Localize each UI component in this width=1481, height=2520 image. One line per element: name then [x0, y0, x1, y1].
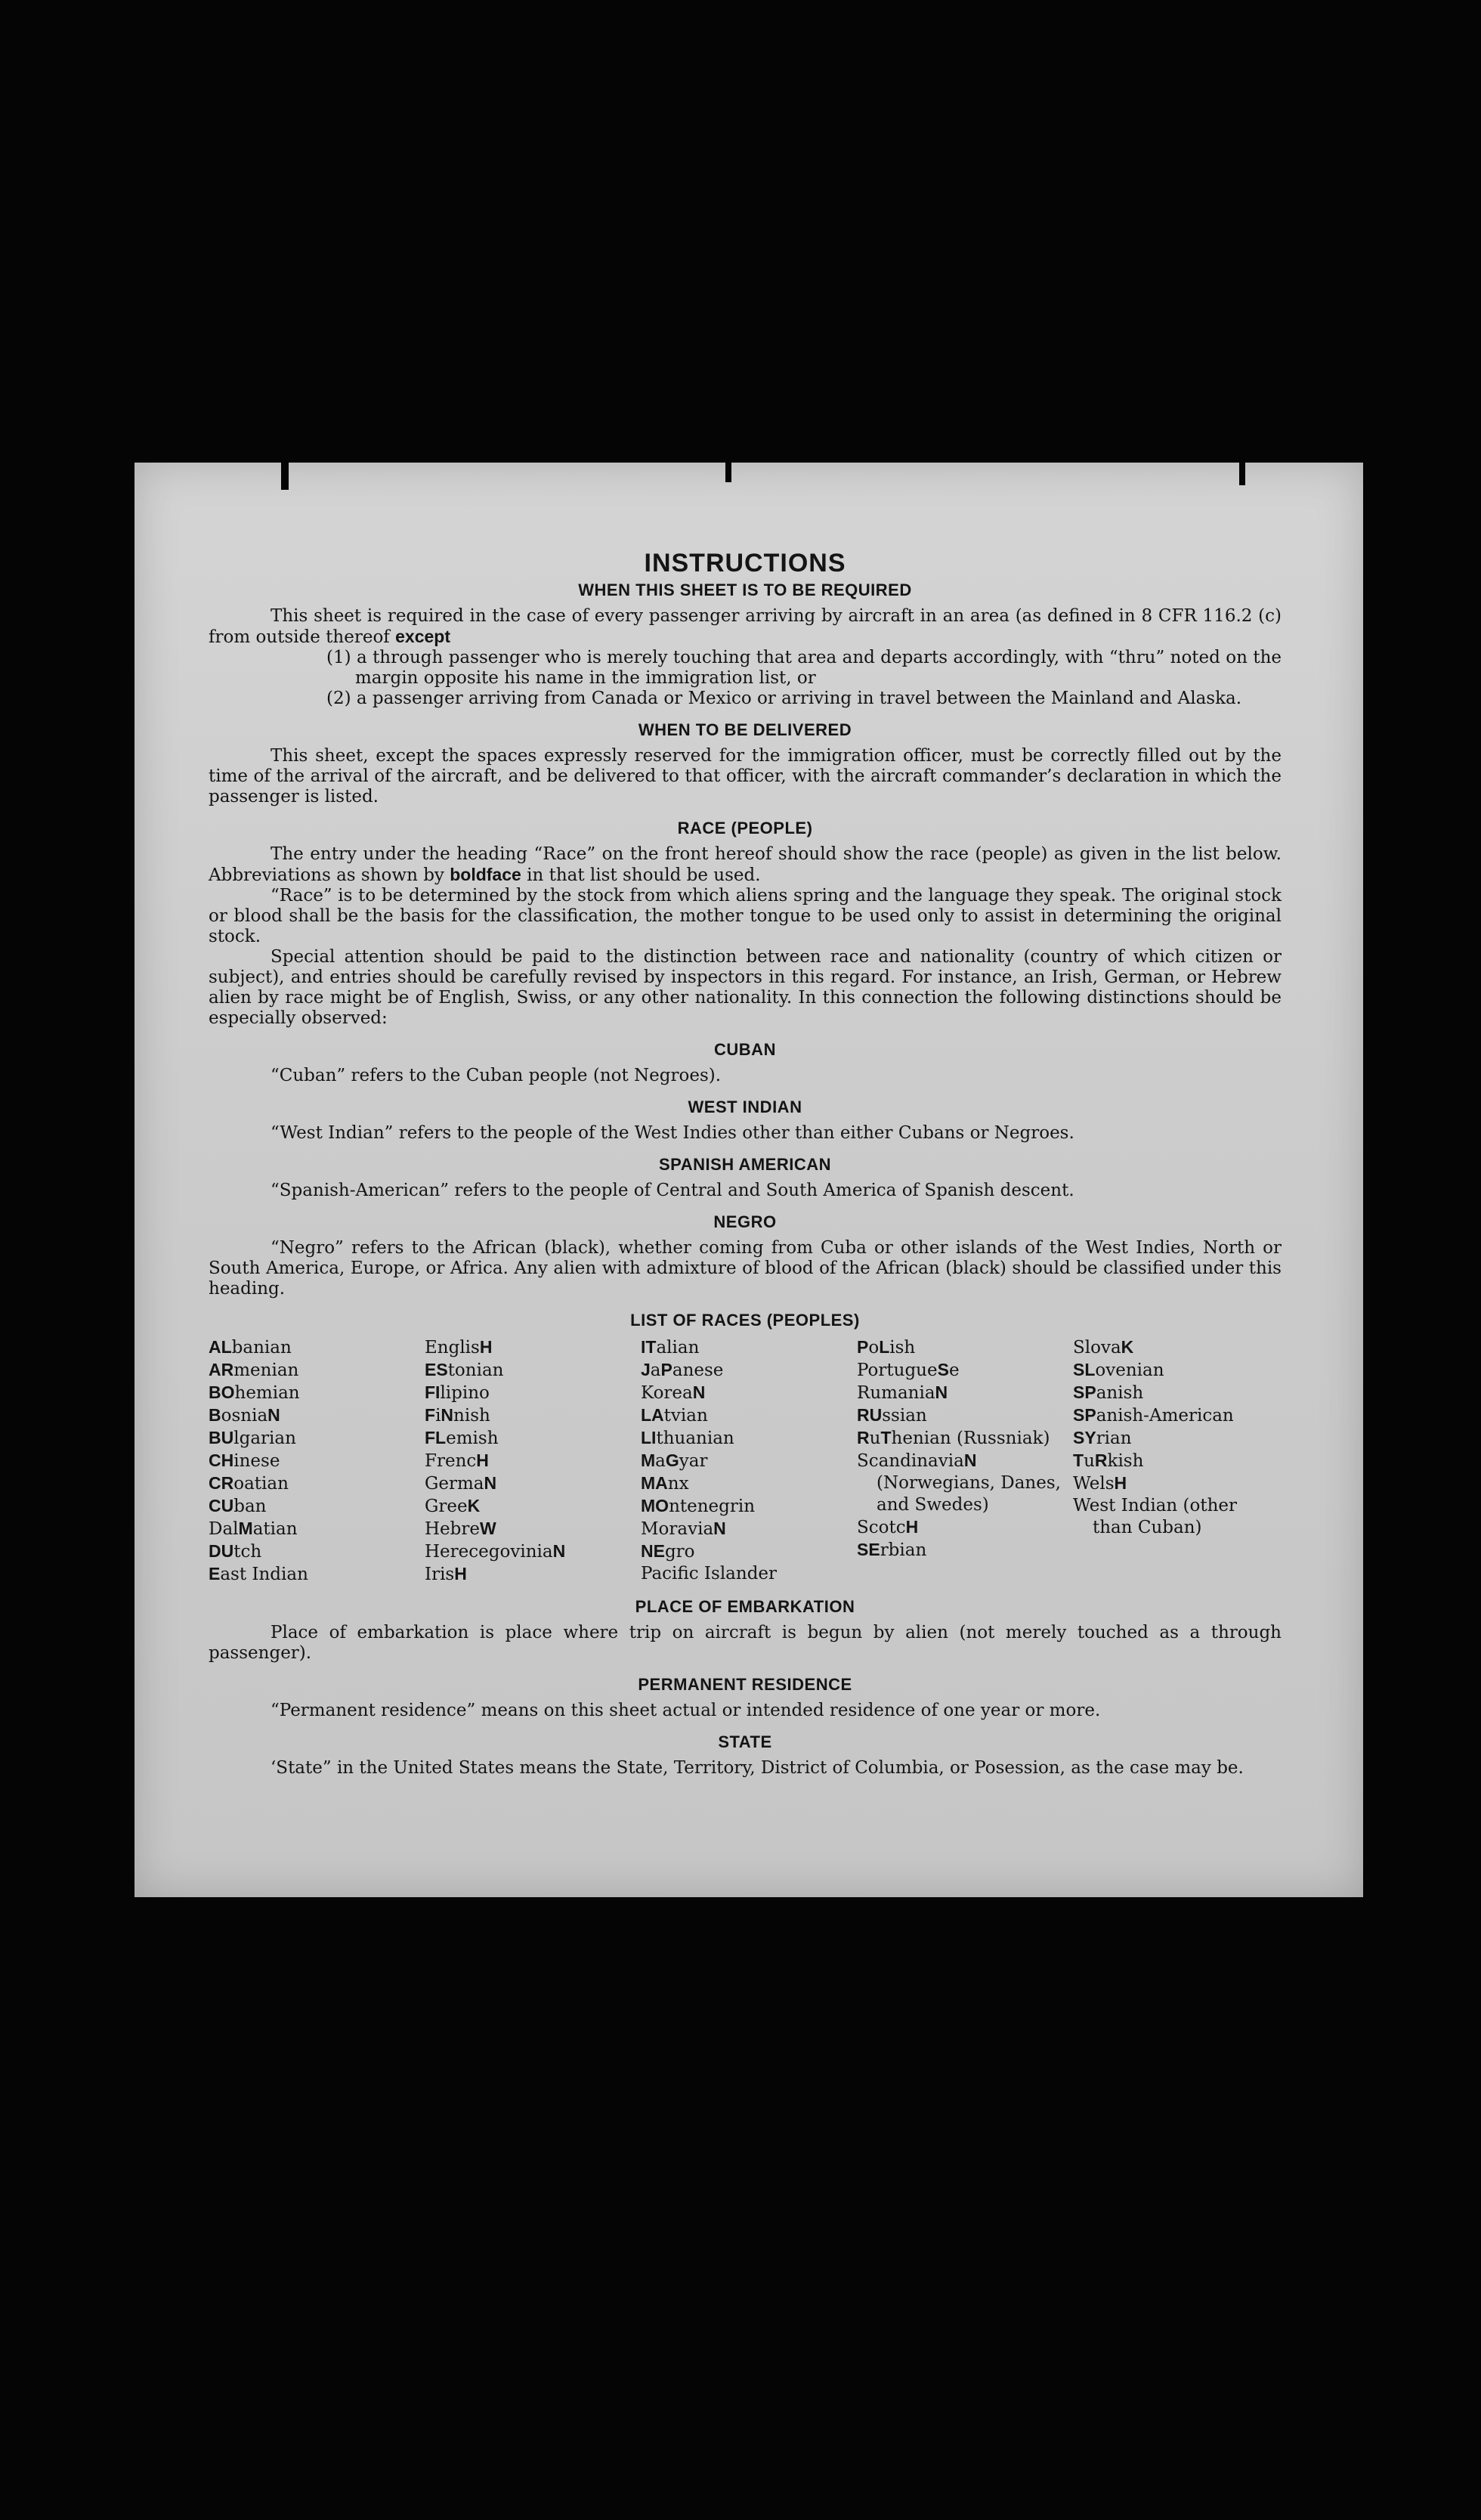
race-entry: ITalian [641, 1337, 700, 1358]
race-entry: GermaN [425, 1473, 497, 1494]
race-entry: Pacific Islander [641, 1564, 778, 1584]
race-entry: BosniaN [209, 1405, 280, 1426]
race-entry: NEgro [641, 1541, 695, 1562]
race-entry: JaPanese [641, 1360, 724, 1380]
races-column-4 [857, 1336, 1073, 1586]
race-entry: MOntenegrin [641, 1496, 756, 1516]
race-entry: ScotcH [857, 1517, 919, 1537]
race-entry: SYrian [1073, 1428, 1132, 1448]
race-entry: EnglisH [425, 1337, 493, 1358]
race-paragraph-2: “Race” is to be determined by the stock from which aliens spring and the language they speak. The original stock or blood shall be the basis for the classification, the mother tongue to be used only to assist in determining the original stock. [209, 886, 1282, 946]
spanish-american-paragraph: “Spanish-American” refers to the people of Central and South America of Spanish descent. [271, 1181, 1074, 1200]
race-entry: West Indian (other than Cuban) [1073, 1496, 1238, 1537]
race-entry: TuRkish [1073, 1450, 1144, 1471]
race-entry: ARmenian [209, 1360, 299, 1380]
binding-notch-left [281, 463, 289, 490]
residence-paragraph: “Permanent residence” means on this sheet actual or intended residence of one year or more. [271, 1701, 1101, 1720]
document-sheet [134, 463, 1363, 1897]
embarkation-paragraph: Place of embarkation is place where trip on aircraft is begun by alien (not merely touched as a through passenger). [209, 1623, 1282, 1663]
west-indian-paragraph: “West Indian” refers to the people of the West Indies other than either Cubans or Negroes. [271, 1123, 1074, 1143]
race-paragraph-3: Special attention should be paid to the distinction between race and nationality (country of which citizen or subject), and entries should be carefully revised by inspectors in this regard. For instance, an Irish, German, or Hebrew alien by race might be of English, Swiss, or any other nationality. In this connection the following distinctions should be especially observed: [209, 947, 1282, 1028]
heading-list-of-races: LIST OF RACES (PEOPLES) [630, 1311, 860, 1330]
state-paragraph: ‘State” in the United States means the State, Territory, District of Columbia, or Posession, as the case may be. [271, 1758, 1244, 1778]
cuban-paragraph: “Cuban” refers to the Cuban people (not Negroes). [271, 1066, 722, 1085]
binding-notch-right [1239, 463, 1245, 485]
race-entry: CUban [209, 1496, 267, 1516]
race-entry: LIthuanian [641, 1428, 734, 1448]
race-entry: DalMatian [209, 1519, 298, 1539]
heading-negro: NEGRO [713, 1212, 777, 1231]
race-entry: RumaniaN [857, 1382, 948, 1403]
races-column-5 [1073, 1336, 1282, 1586]
race-entry: RuThenian (Russniak) [857, 1428, 1050, 1448]
race-entry: PortugueSe [857, 1360, 960, 1380]
race-entry: RUssian [857, 1405, 927, 1426]
race-entry: ScandinaviaN (Norwegians, Danes, and Swedes) [857, 1450, 1061, 1515]
race-entry: CHinese [209, 1450, 280, 1471]
required-exception-1: (1) a through passenger who is merely touching that area and departs accordingly, with “thru” noted on the margin opposite his name in the immigration list, or [326, 648, 1282, 688]
race-entry: LAtvian [641, 1405, 708, 1426]
race-entry: BUlgarian [209, 1428, 296, 1448]
delivered-paragraph: This sheet, except the spaces expressly reserved for the immigration officer, must be correctly filled out by the time of the arrival of the aircraft, and be delivered to that officer, with the aircraft commander’s declaration in which the passenger is listed. [209, 746, 1282, 806]
races-column-2 [425, 1336, 641, 1586]
race-paragraph-1: The entry under the heading “Race” on the front hereof should show the race (people) as given in the list below. Abbreviations as shown by boldface in that list should be used. [209, 844, 1282, 885]
race-entry: MaGyar [641, 1450, 708, 1471]
race-entry: FrencH [425, 1450, 489, 1471]
heading-embarkation: PLACE OF EMBARKATION [635, 1597, 855, 1616]
races-column-1 [209, 1336, 425, 1586]
race-entry: ALbanian [209, 1337, 292, 1358]
race-entry: GreeK [425, 1496, 481, 1516]
race-entry: SErbian [857, 1540, 927, 1560]
heading-race: RACE (PEOPLE) [677, 819, 813, 837]
race-entry: DUtch [209, 1541, 262, 1562]
negro-paragraph: “Negro” refers to the African (black), whether coming from Cuba or other islands of the West Indies, North or South America, Europe, or Africa. Any alien with admixture of blood of the African (black) should be classified under this heading. [209, 1238, 1282, 1299]
binding-notch-center [725, 463, 731, 482]
heading-delivered: WHEN TO BE DELIVERED [638, 720, 852, 739]
race-entry: SlovaK [1073, 1337, 1134, 1358]
heading-spanish-american: SPANISH AMERICAN [658, 1155, 831, 1174]
race-entry: MoraviaN [641, 1519, 726, 1539]
race-entry: IrisH [425, 1564, 467, 1584]
heading-cuban: CUBAN [714, 1040, 776, 1059]
required-exception-2: (2) a passenger arriving from Canada or Mexico or arriving in travel between the Mainland and Alaska. [326, 689, 1242, 708]
race-entry: KoreaN [641, 1382, 706, 1403]
heading-west-indian: WEST INDIAN [688, 1097, 802, 1116]
race-entry: CRoatian [209, 1473, 289, 1494]
race-entry: WelsH [1073, 1473, 1127, 1494]
races-table [209, 1336, 1282, 1586]
heading-state: STATE [718, 1732, 772, 1751]
races-column-3 [641, 1336, 857, 1586]
race-entry: SPanish-American [1073, 1405, 1234, 1426]
race-entry: HerecegoviniaN [425, 1541, 566, 1562]
race-entry: FiNnish [425, 1405, 490, 1426]
race-entry: East Indian [209, 1564, 308, 1584]
race-entry: MAnx [641, 1473, 689, 1494]
race-entry: EStonian [425, 1360, 504, 1380]
heading-residence: PERMANENT RESIDENCE [638, 1675, 852, 1694]
instructions-content [209, 549, 1282, 1779]
race-entry: SLovenian [1073, 1360, 1164, 1380]
required-paragraph: This sheet is required in the case of every passenger arriving by aircraft in an area (as defined in 8 CFR 116.2 (c) from outside thereof except [209, 606, 1282, 647]
race-entry: SPanish [1073, 1382, 1144, 1403]
heading-required: WHEN THIS SHEET IS TO BE REQUIRED [578, 580, 912, 599]
race-entry: FIlipino [425, 1382, 490, 1403]
race-entry: PoLish [857, 1337, 916, 1358]
race-entry: BOhemian [209, 1382, 300, 1403]
race-entry: FLemish [425, 1428, 499, 1448]
page-title: INSTRUCTIONS [644, 549, 846, 577]
race-entry: HebreW [425, 1519, 496, 1539]
